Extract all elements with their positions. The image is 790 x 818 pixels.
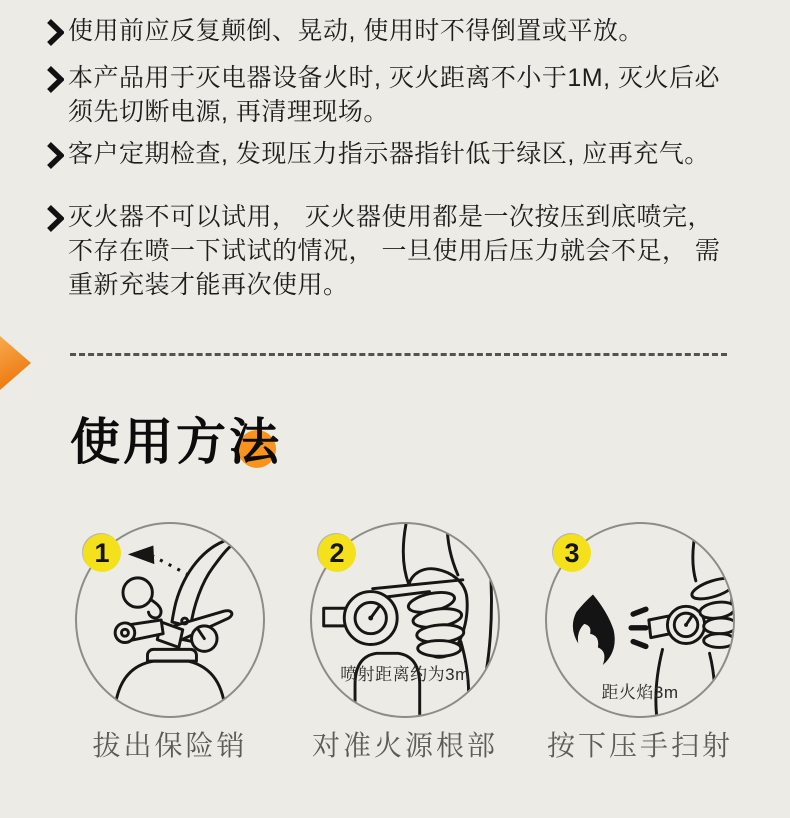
step-1 <box>75 522 265 764</box>
orange-arrow-icon <box>0 336 31 395</box>
spray-dashes <box>631 609 646 646</box>
note-item <box>46 137 746 176</box>
distance-annotation: 喷射距离约为3m <box>340 665 470 684</box>
section-heading <box>70 402 282 474</box>
step-number-badge: 2 <box>318 534 356 572</box>
note-item <box>46 61 746 129</box>
step-2 <box>310 522 500 764</box>
gripping-fingers <box>407 589 465 656</box>
safety-pin-ring <box>123 578 161 618</box>
chevron-right-icon <box>46 65 68 100</box>
step-number-badge: 1 <box>83 534 121 572</box>
note-item <box>46 200 746 302</box>
dashed-divider <box>70 353 727 356</box>
step-caption: 对准火源根部 <box>311 730 498 761</box>
usage-notes-list <box>46 14 746 310</box>
dashed-arrow-icon <box>128 546 189 575</box>
distance-annotation: 距火焰3m <box>601 683 679 702</box>
step-caption: 拔出保险销 <box>92 730 248 761</box>
note-item <box>46 14 746 53</box>
pressure-gauge <box>344 592 397 645</box>
note-text: 客户定期检查, 发现压力指示器指针低于绿区, 应再充气。 <box>68 140 710 168</box>
chevron-right-icon <box>46 141 68 176</box>
chevron-right-icon <box>46 204 68 239</box>
usage-steps <box>0 522 790 764</box>
note-text: 本产品用于灭电器设备火时, 灭火距离不小于1M, 灭火后必须先切断电源, 再清理现场。 <box>68 64 721 126</box>
section-title: 使用方法 <box>70 414 282 470</box>
step-3 <box>545 522 735 764</box>
note-text: 使用前应反复颠倒、晃动, 使用时不得倒置或平放。 <box>68 17 644 45</box>
note-text: 灭火器不可以试用， 灭火器使用都是一次按压到底喷完，不存在喷一下试试的情况， 一旦使用后压力就会不足， 需重新充装才能再次使用。 <box>68 203 721 299</box>
step-number-badge: 3 <box>553 534 591 572</box>
step-caption: 按下压手扫射 <box>546 730 733 761</box>
flame-icon <box>573 595 615 666</box>
chevron-right-icon <box>46 18 68 53</box>
